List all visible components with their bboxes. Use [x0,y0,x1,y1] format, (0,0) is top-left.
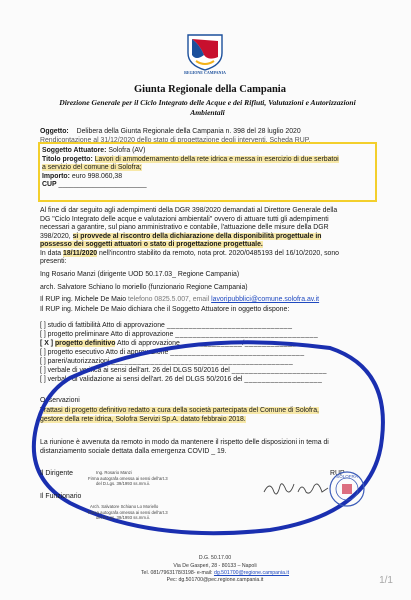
footer-dg: D.G. 50.17.00 [198,555,232,561]
rup-contact-line: Il RUP ing. Michele De Maio telefono 0825.5.007, email lavoripubblici@comune.solofra.av.it [40,296,320,303]
funzionario-label: Il Funzionario [40,493,82,500]
importo-line: Importo: euro 998.060,38 [42,172,123,180]
body-line-2: DG "Ciclo Integrato delle acque e valutazioni ambientali" ovvero di attuare tutti gli adempimenti [40,215,329,223]
closing-line-2: distanziamento sociale dettata dalla emergenza COVID _ 19. [40,448,227,455]
checklist-item-checked: [ X ] progetto definitivo Atto di approvazione ______________/________________ [40,340,315,347]
body-line-4: 398/2020, si provvede al riscontro della dichiarazione della disponibilità progettuale in [40,232,322,240]
checklist-item: [ ] verbale di validazione ai sensi dell'art. 26 del DLGS 50/2016 del __________________ [40,376,323,383]
observations-line-2: gestore della rete idrica, Solofra Servizi Sp.A. datato febbraio 2018. [40,416,246,423]
rup-label: RUP [330,470,345,477]
document-subtitle: Direzione Generale per il Ciclo Integrato delle Acque e dei Rifiuti, Valutazioni e Autorizzazioni Ambientali [59,98,356,117]
subject-line: Oggetto: Delibera della Giunta Regionale della Campania n. 398 del 28 luglio 2020 [40,128,301,135]
closing-line-1: La riunione è avvenuta da remoto in modo da mantenere il rispetto delle disposizioni in tema di [40,439,329,446]
soggetto-line: Soggetto Attuatore: Solofra (AV) [42,147,146,154]
body-line-1: Al fine di dar seguito agli adempimenti della DGR 398/2020 demandati al Direttore Generale della [40,207,338,214]
body-line-5: possesso dei soggetti attuatori o stato di progettazione progettuale. [40,241,263,248]
checklist-item: [ ] studio di fattibilità Atto di approvazione _____________________________ [40,322,293,329]
attendee-2: arch. Salvatore Schiano lo moriello (funzionario Regione Campania) [40,284,248,291]
body-line-3: necessari a garantire, sul piano amministrativo e contabile, l'attuazione delle misure della DGR [40,224,329,231]
region-logo-icon [182,31,228,71]
footer-email-link[interactable]: dg.501700@regione.campania.it [213,570,290,576]
footer-pec: Pec: dg.501700@pec.regione.campania.it [166,577,264,583]
cup-line: CUP _______________________ [42,181,147,188]
funzionario-note-1: Firma autografa omessa ai sensi dell'art.3 [88,510,168,515]
rup-declaration: Il RUP ing. Michele De Maio dichiara che il Soggetto Attuatore in oggetto dispone: [40,306,290,313]
rup-email-link[interactable]: lavoripubblici@comune.solofra.av.it [211,296,320,303]
subject-line-2: Rendicontazione al 31/12/2020 dello stato di progettazione degli interventi. Scheda RUP. [40,137,311,144]
footer-address: Via De Gasperi, 28 - 80133 – Napoli [173,563,257,569]
dirigente-note-2: del D.Lgs. 39/1993 ss.mm.ii. [96,481,151,486]
checklist-item: [ ] progetto preliminare Atto di approvazione _________________________________ [40,331,319,338]
checklist-item: [ ] pareri/autorizzazioni __________________________________________ [40,358,294,365]
page-indicator: 1/1 [379,575,393,586]
hand-drawn-oval [30,338,390,538]
footer-tel: Tel. 081/7963178/3198- e-mail: dg.501700@regione.campania.it [140,570,290,576]
stamp-seal-icon [328,470,366,508]
observations-label: Osservazioni [40,397,80,404]
funzionario-name: Arch. Salvatore Schiano Lo Moriello [90,504,159,509]
checklist-item: [ ] verbale di verifica ai sensi dell'art. 26 del DLGS 50/2016 del ______________________ [40,367,328,374]
logo-text: REGIONE CAMPANIA [184,70,226,75]
body-line-6: In data 18/11/2020 nell'incontro stabilito da remoto, nota prot. 2020/0485193 del 16/10/2020, sono [40,249,340,257]
document-title: Giunta Regionale della Campania [134,84,286,95]
dirigente-note-1: Firma autografa omessa ai sensi dell'art.3 [88,476,168,481]
observations-line-1: Trattasi di progetto definitivo redatto a cura della società partecipata del Comune di Solofra, [40,407,319,414]
checklist-item: [ ] progetto esecutivo Atto di approvazione _______________________________ [40,349,305,356]
seal-text: SOLOFRA [336,474,358,479]
titolo-line: Titolo progetto: Lavori di ammodernamento della rete idrica e messa in esercizio di due serbatoi [42,155,339,163]
signature-icon [262,478,332,500]
attendee-1: Ing Rosario Manzi (dirigente UOD 50.17.03_ Regione Campania) [40,271,240,278]
titolo-line-2: a servizio del comune di Solofra; [42,164,142,171]
funzionario-note-2: del D.Lgs. 39/1993 ss.mm.ii. [96,515,151,520]
dirigente-label: Il Dirigente [40,470,73,477]
body-line-7: presenti: [40,258,67,265]
dirigente-name: Ing. Rosario Manzi [96,470,132,475]
